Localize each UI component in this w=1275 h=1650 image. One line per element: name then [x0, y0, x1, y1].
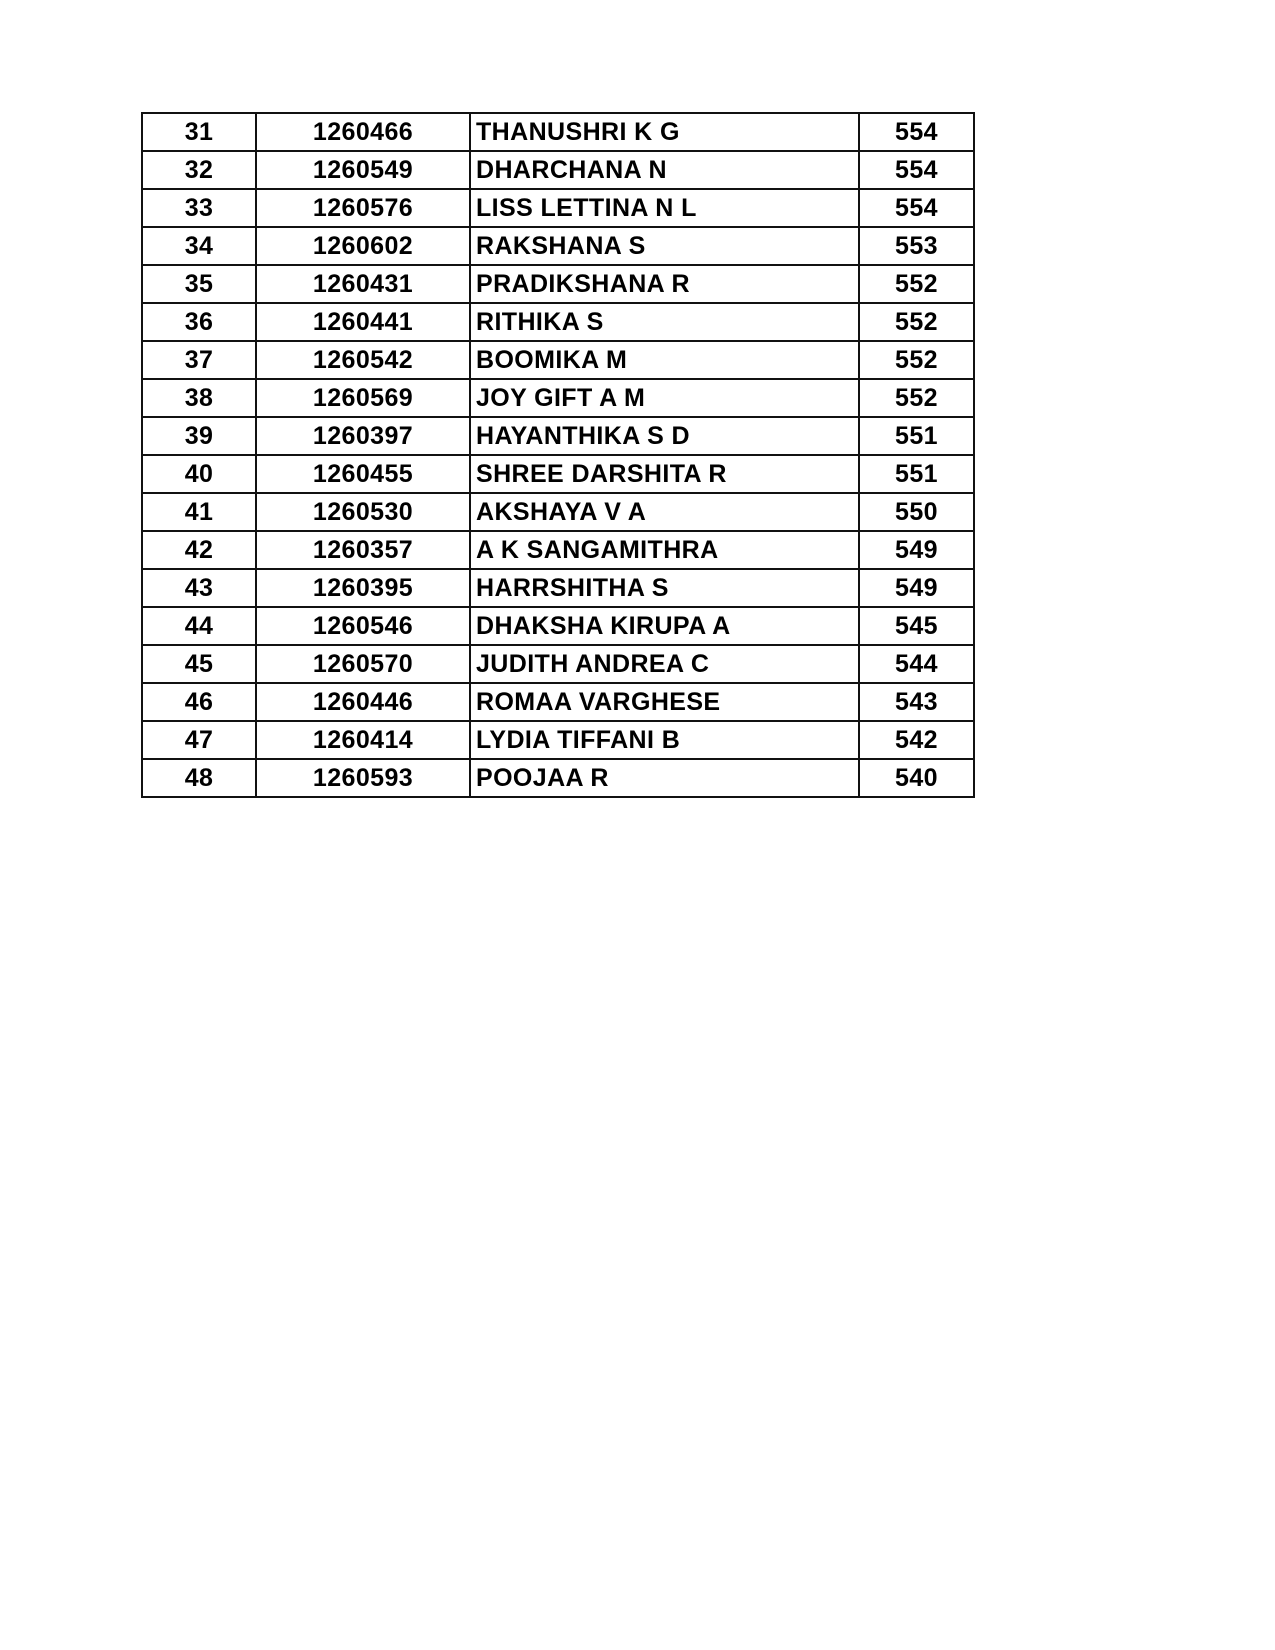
marks-cell: 554	[859, 151, 974, 189]
student-name-cell: JUDITH ANDREA C	[470, 645, 859, 683]
serial-number-cell: 36	[142, 303, 256, 341]
serial-number-cell: 39	[142, 417, 256, 455]
serial-number-cell: 41	[142, 493, 256, 531]
table-row	[142, 379, 974, 417]
results-table-body	[142, 113, 974, 797]
serial-number-cell: 43	[142, 569, 256, 607]
table-row	[142, 645, 974, 683]
table-row	[142, 265, 974, 303]
marks-cell: 554	[859, 113, 974, 151]
serial-number-cell: 46	[142, 683, 256, 721]
table-row	[142, 721, 974, 759]
register-number-cell: 1260569	[256, 379, 470, 417]
table-row	[142, 113, 974, 151]
student-name-cell: LISS LETTINA N L	[470, 189, 859, 227]
student-name-cell: PRADIKSHANA R	[470, 265, 859, 303]
register-number-cell: 1260397	[256, 417, 470, 455]
table-row	[142, 303, 974, 341]
marks-cell: 542	[859, 721, 974, 759]
table-row	[142, 493, 974, 531]
register-number-cell: 1260357	[256, 531, 470, 569]
table-row	[142, 569, 974, 607]
marks-cell: 551	[859, 417, 974, 455]
marks-cell: 543	[859, 683, 974, 721]
student-name-cell: THANUSHRI K G	[470, 113, 859, 151]
table-row	[142, 607, 974, 645]
marks-cell: 552	[859, 341, 974, 379]
serial-number-cell: 32	[142, 151, 256, 189]
student-name-cell: POOJAA R	[470, 759, 859, 797]
student-name-cell: RAKSHANA S	[470, 227, 859, 265]
marks-cell: 553	[859, 227, 974, 265]
register-number-cell: 1260441	[256, 303, 470, 341]
table-row	[142, 417, 974, 455]
marks-cell: 544	[859, 645, 974, 683]
register-number-cell: 1260546	[256, 607, 470, 645]
register-number-cell: 1260446	[256, 683, 470, 721]
marks-cell: 552	[859, 265, 974, 303]
register-number-cell: 1260602	[256, 227, 470, 265]
serial-number-cell: 48	[142, 759, 256, 797]
student-name-cell: HAYANTHIKA S D	[470, 417, 859, 455]
serial-number-cell: 40	[142, 455, 256, 493]
register-number-cell: 1260530	[256, 493, 470, 531]
marks-cell: 552	[859, 379, 974, 417]
student-name-cell: SHREE DARSHITA R	[470, 455, 859, 493]
student-name-cell: BOOMIKA M	[470, 341, 859, 379]
marks-cell: 545	[859, 607, 974, 645]
register-number-cell: 1260576	[256, 189, 470, 227]
register-number-cell: 1260414	[256, 721, 470, 759]
student-name-cell: JOY GIFT A M	[470, 379, 859, 417]
table-row	[142, 227, 974, 265]
serial-number-cell: 47	[142, 721, 256, 759]
student-name-cell: AKSHAYA V A	[470, 493, 859, 531]
serial-number-cell: 31	[142, 113, 256, 151]
student-name-cell: A K SANGAMITHRA	[470, 531, 859, 569]
marks-cell: 540	[859, 759, 974, 797]
register-number-cell: 1260570	[256, 645, 470, 683]
marks-cell: 551	[859, 455, 974, 493]
serial-number-cell: 44	[142, 607, 256, 645]
register-number-cell: 1260542	[256, 341, 470, 379]
register-number-cell: 1260455	[256, 455, 470, 493]
table-row	[142, 531, 974, 569]
register-number-cell: 1260395	[256, 569, 470, 607]
table-row	[142, 151, 974, 189]
marks-cell: 549	[859, 569, 974, 607]
table-row	[142, 683, 974, 721]
register-number-cell: 1260593	[256, 759, 470, 797]
marks-cell: 549	[859, 531, 974, 569]
table-row	[142, 759, 974, 797]
marks-cell: 552	[859, 303, 974, 341]
register-number-cell: 1260431	[256, 265, 470, 303]
table-row	[142, 341, 974, 379]
serial-number-cell: 38	[142, 379, 256, 417]
student-name-cell: HARRSHITHA S	[470, 569, 859, 607]
results-table	[141, 112, 975, 798]
register-number-cell: 1260549	[256, 151, 470, 189]
serial-number-cell: 37	[142, 341, 256, 379]
serial-number-cell: 35	[142, 265, 256, 303]
student-name-cell: ROMAA VARGHESE	[470, 683, 859, 721]
student-name-cell: DHARCHANA N	[470, 151, 859, 189]
serial-number-cell: 33	[142, 189, 256, 227]
register-number-cell: 1260466	[256, 113, 470, 151]
serial-number-cell: 34	[142, 227, 256, 265]
student-name-cell: DHAKSHA KIRUPA A	[470, 607, 859, 645]
table-row	[142, 189, 974, 227]
serial-number-cell: 42	[142, 531, 256, 569]
marks-cell: 550	[859, 493, 974, 531]
table-row	[142, 455, 974, 493]
marks-cell: 554	[859, 189, 974, 227]
student-name-cell: RITHIKA S	[470, 303, 859, 341]
student-name-cell: LYDIA TIFFANI B	[470, 721, 859, 759]
serial-number-cell: 45	[142, 645, 256, 683]
